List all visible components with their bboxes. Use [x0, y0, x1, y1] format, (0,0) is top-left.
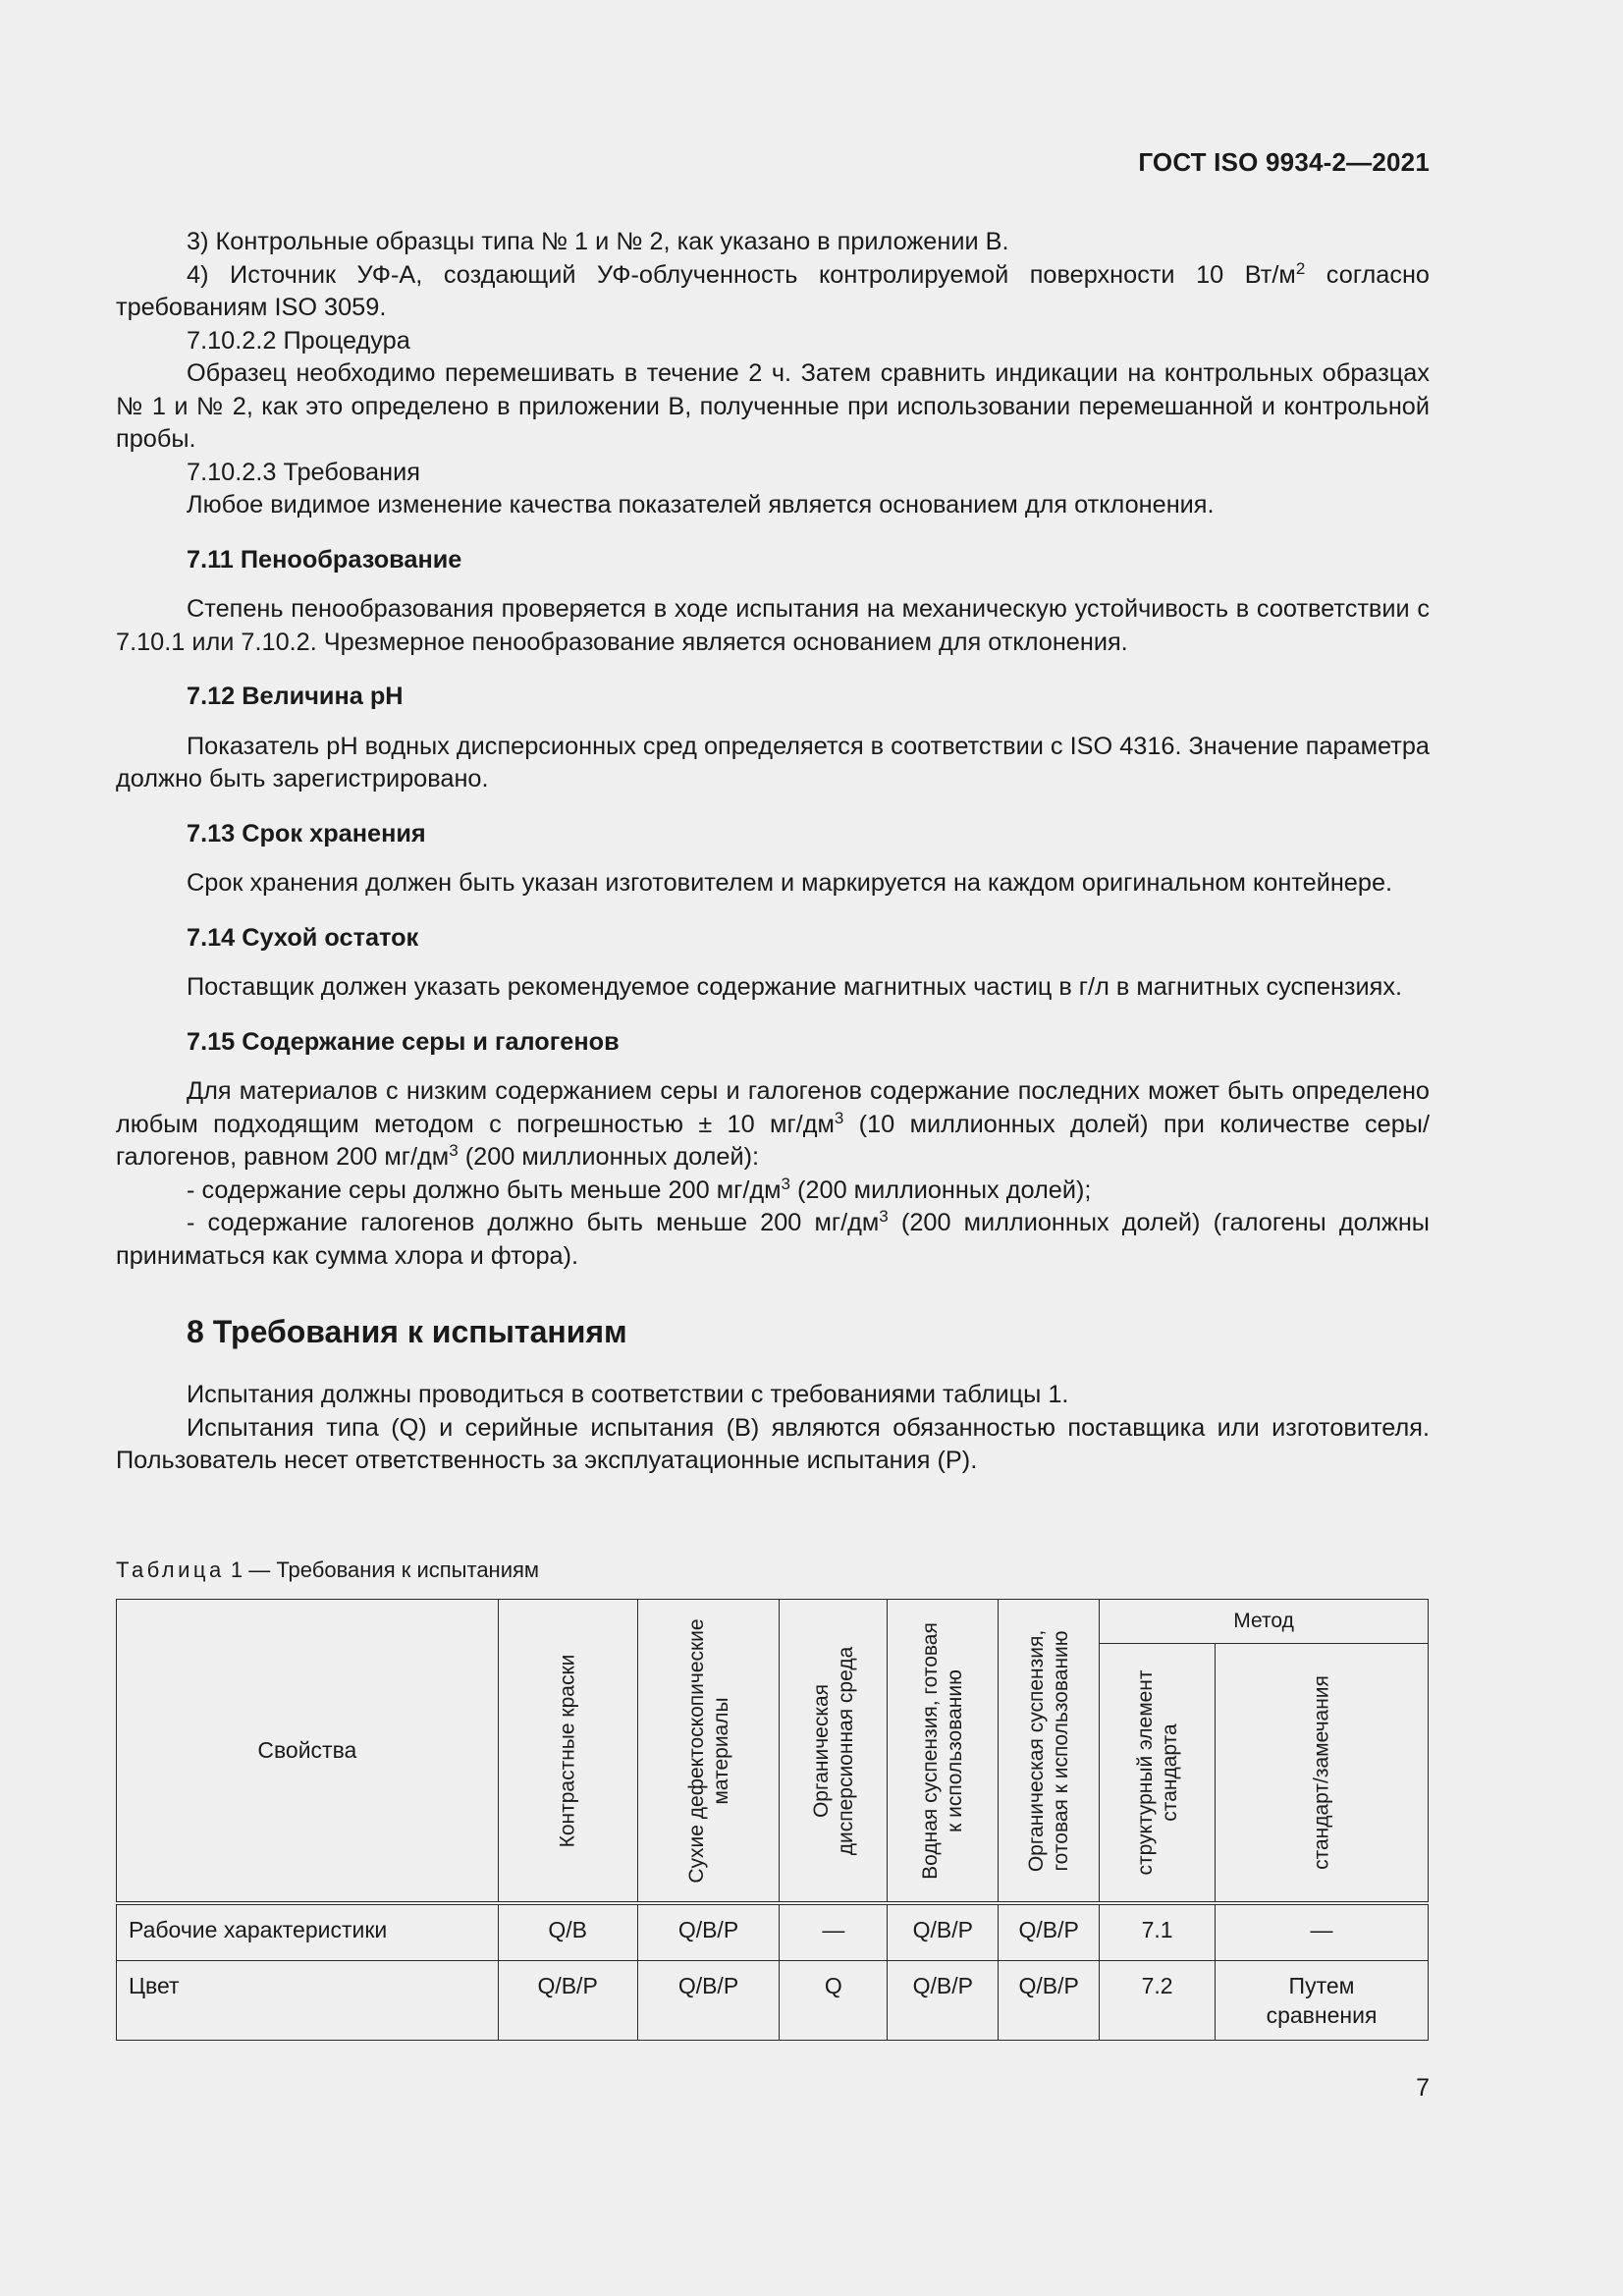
- header-standard-remarks: стандарт/замечания: [1216, 1644, 1429, 1904]
- header-properties: Свойства: [117, 1600, 499, 1904]
- cell-value: Q/B: [498, 1903, 637, 1961]
- bullet-halogens: - содержание галогенов должно быть меньше 200 $мг/дм^3$ (200 миллионных долей) (галогены должны приниматься как сумма хлора и фтора).: [116, 1207, 1430, 1270]
- bullet-sulfur: - содержание серы должно быть меньше 200 $мг/дм^3$ (200 миллионных долей);: [187, 1174, 1092, 1204]
- main-text: [116, 226, 1430, 1478]
- heading-7-14: 7.14 Сухой остаток: [187, 923, 419, 952]
- cell-value: Q/B/P: [999, 1903, 1100, 1961]
- paragraph-8-1: Испытания должны проводиться в соответствии с требованиями таблицы 1.: [187, 1381, 1069, 1408]
- header-structural-element: структурный элемент стандарта: [1100, 1644, 1216, 1904]
- paragraph-7-15: Для материалов с низким содержанием серы и галогенов содержание последних может быть определено любым подходящим методом с погрешностью ± 10 $мг/дм^3$ (10 миллионных долей) при количестве серы/галогенов, равном 200 $мг/дм^3$ (200 миллионных долей):: [116, 1077, 1431, 1171]
- header-dry-materials: Сухие дефектоскопические материалы: [637, 1600, 780, 1904]
- table-row: [117, 1903, 1429, 1961]
- cell-element: 7.1: [1100, 1903, 1216, 1961]
- cell-property: Рабочие характеристики: [117, 1903, 499, 1961]
- paragraph-7-14: Поставщик должен указать рекомендуемое содержание магнитных частиц в г/л в магнитных суспензиях.: [187, 973, 1403, 1001]
- subsection-7-10-2-2-title: 7.10.2.2 Процедура: [187, 326, 410, 355]
- cell-value: Q/B/P: [637, 1903, 780, 1961]
- cell-value: Q/B/P: [888, 1961, 999, 2041]
- header-organic-suspension: Органическая суспензия, готовая к использованию: [999, 1600, 1100, 1904]
- heading-section-8: 8 Требования к испытаниям: [187, 1314, 627, 1349]
- requirements-table: [116, 1599, 1429, 2041]
- cell-value: Q/B/P: [999, 1961, 1100, 2041]
- paragraph-7-11: Степень пенообразования проверяется в ходе испытания на механическую устойчивость в соответствии с 7.10.1 или 7.10.2. Чрезмерное пенообразование является основанием для отклонения.: [116, 595, 1430, 656]
- cell-property: Цвет: [117, 1961, 499, 2041]
- heading-7-13: 7.13 Срок хранения: [187, 819, 426, 847]
- header-contrast-paints: Контрастные краски: [498, 1600, 637, 1904]
- cell-value: Q/B/P: [637, 1961, 780, 2041]
- paragraph-7-13: Срок хранения должен быть указан изготовителем и маркируется на каждом оригинальном контейнере.: [187, 869, 1393, 897]
- header-organic-medium: Органическая дисперсионная среда: [780, 1600, 888, 1904]
- document-code: ГОСТ ISO 9934-2—2021: [1138, 147, 1430, 177]
- cell-value: Q/B/P: [888, 1903, 999, 1961]
- cell-value: Q/B/P: [498, 1961, 637, 2041]
- paragraph-7-12: Показатель pH водных дисперсионных сред определяется в соответствии с ISO 4316. Значение параметра должно быть зарегистрировано.: [116, 732, 1430, 793]
- subsection-7-10-2-3-title: 7.10.2.3 Требования: [187, 458, 420, 486]
- list-item-3: 3) Контрольные образцы типа № 1 и № 2, как указано в приложении В.: [187, 228, 1009, 255]
- subsection-7-10-2-3-text: Любое видимое изменение качества показателей является основанием для отклонения.: [187, 491, 1215, 519]
- header-method: Метод: [1100, 1600, 1429, 1644]
- cell-value: —: [780, 1903, 888, 1961]
- heading-7-15: 7.15 Содержание серы и галогенов: [187, 1027, 620, 1056]
- table-caption: Таблица 1 — Требования к испытаниям: [116, 1558, 540, 1582]
- heading-7-11: 7.11 Пенообразование: [187, 545, 462, 574]
- cell-standard: —: [1216, 1903, 1429, 1961]
- page-number: 7: [1416, 2074, 1430, 2102]
- subsection-7-10-2-2-text: Образец необходимо перемешивать в течение 2 ч. Затем сравнить индикации на контрольных образцах № 1 и № 2, как это определено в приложении В, полученные при использовании перемешанной и контрольной пробы.: [116, 359, 1430, 453]
- table-row: [117, 1961, 1429, 2041]
- header-water-suspension: Водная суспензия, готовая к использованию: [888, 1600, 999, 1904]
- cell-element: 7.2: [1100, 1961, 1216, 2041]
- paragraph-8-2: Испытания типа (Q) и серийные испытания (В) являются обязанностью поставщика или изготовителя. Пользователь несет ответственность за эксплуатационные испытания (Р).: [116, 1413, 1430, 1474]
- list-item-4: 4) Источник УФ-А, создающий УФ-облученность контролируемой поверхности 10 $Вт/м^2$ согласно требованиям ISO 3059.: [116, 258, 1431, 321]
- heading-7-12: 7.12 Величина pH: [187, 683, 404, 710]
- cell-value: Q: [780, 1961, 888, 2041]
- cell-standard: Путем сравнения: [1216, 1961, 1429, 2041]
